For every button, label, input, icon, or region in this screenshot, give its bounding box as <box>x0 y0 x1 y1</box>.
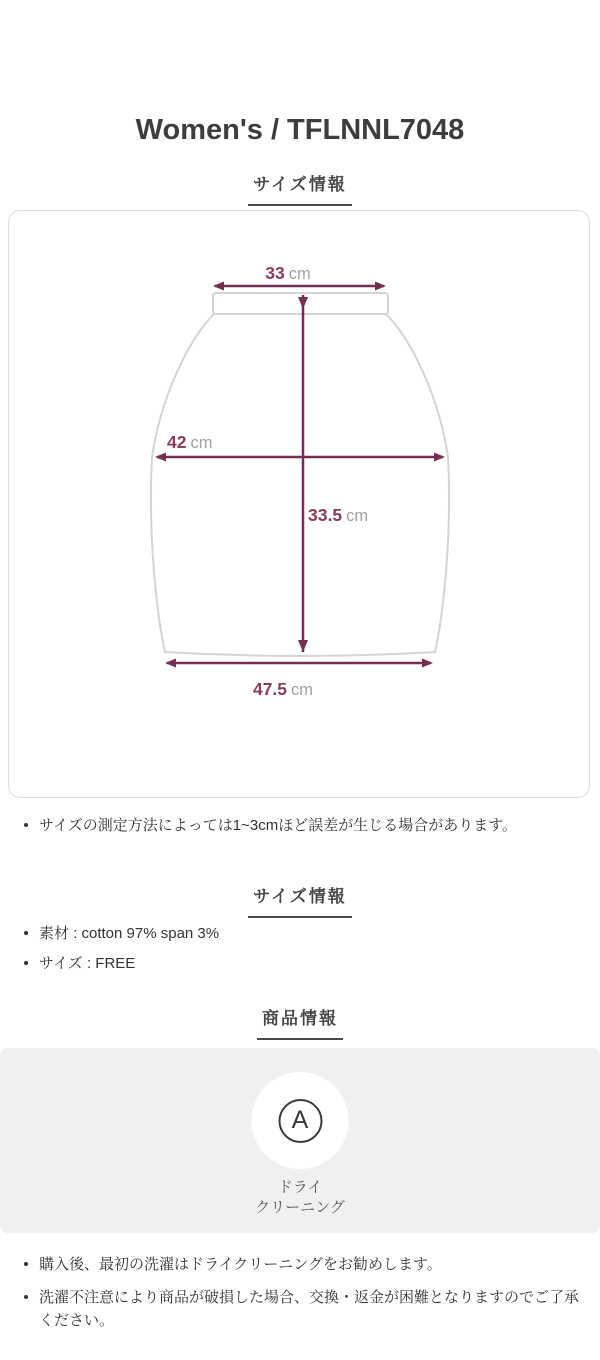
list-item <box>24 1286 584 1333</box>
list-item <box>24 1253 584 1276</box>
skirt-measurement-diagram <box>9 211 589 797</box>
care-instruction-item <box>252 1072 349 1218</box>
size-info: サイズ : FREE <box>39 955 136 972</box>
material-info: 素材 : cotton 97% span 3% <box>39 925 220 942</box>
hem-width-label: 47.5 cm <box>252 679 314 699</box>
arrowhead-right-icon <box>375 282 386 291</box>
bullet-icon <box>24 823 28 827</box>
bullet-icon <box>24 1295 28 1299</box>
skirt-body-outline <box>151 314 449 656</box>
size-diagram-heading-label: サイズ情報 <box>248 170 352 206</box>
arrowhead-left-icon <box>213 282 224 291</box>
product-info-heading <box>0 1004 600 1040</box>
care-symbol-background <box>252 1072 349 1169</box>
wash-damage-note: 洗濯不注意により商品が破損した場合、交換・返金が困難となりますのでご了承ください。 <box>39 1289 580 1330</box>
size-info-heading-label: サイズ情報 <box>248 882 352 918</box>
care-symbol-label-line1: ドライ <box>277 1179 323 1196</box>
arrowhead-bottom-icon <box>298 640 308 652</box>
product-info-heading-label: 商品情報 <box>257 1004 343 1040</box>
arrowhead-right-icon <box>422 659 433 668</box>
care-symbol-label-line2: クリーニング <box>255 1199 345 1216</box>
first-wash-note: 購入後、最初の洗濯はドライクリーニングをお勧めします。 <box>39 1256 442 1273</box>
hip-width-label: 42 cm <box>167 432 213 452</box>
list-item <box>24 952 584 975</box>
arrowhead-top-icon <box>298 297 308 309</box>
size-diagram-heading <box>0 170 600 206</box>
care-symbol-label <box>255 1178 345 1218</box>
size-diagram-box <box>8 210 590 798</box>
list-item <box>24 922 584 945</box>
measurement-tolerance-note: サイズの測定方法によっては1~3cmほど誤差が生じる場合があります。 <box>39 817 518 834</box>
bullet-icon <box>24 1262 28 1266</box>
waistband-outline <box>213 293 388 314</box>
waist-width-label: 33 cm <box>265 263 311 283</box>
size-info-heading <box>0 882 600 918</box>
page-title: Women's / TFLNNL7048 <box>135 114 465 147</box>
arrowhead-left-icon <box>165 659 176 668</box>
dry-cleaning-icon: A <box>278 1099 322 1143</box>
length-label: 33.5 cm <box>308 505 369 525</box>
list-item <box>24 814 584 837</box>
bullet-icon <box>24 961 28 965</box>
arrowhead-left-icon <box>155 453 166 462</box>
bullet-icon <box>24 931 28 935</box>
care-instruction-box <box>0 1048 600 1233</box>
arrowhead-right-icon <box>434 453 445 462</box>
